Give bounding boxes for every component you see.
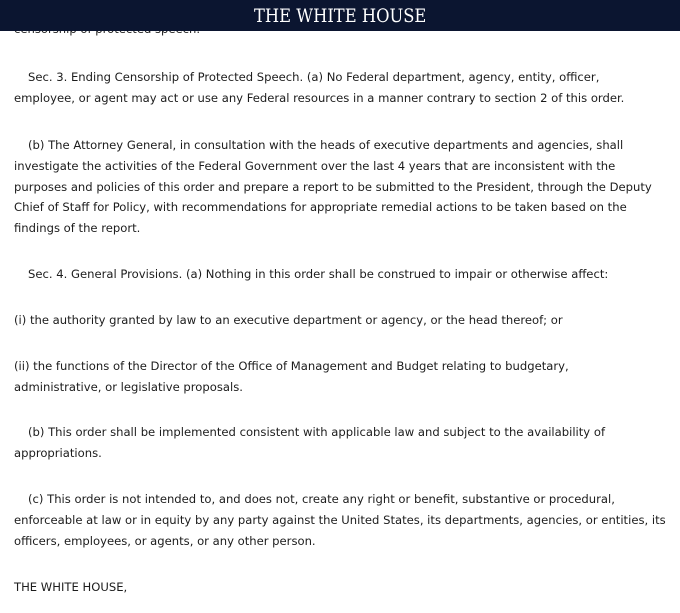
sec4-line-1: Sec. 4. General Provisions. (a) Nothing in this order shall be construed to impair or otherwise affect: (28, 267, 609, 281)
sec4ii-line-1: (ii) the functions of the Director of the Office of Management and Budget relating to budgetary, (14, 359, 569, 373)
sec4i-line-1: (i) the authority granted by law to an executive department or agency, or the head thereof; or (14, 313, 563, 327)
sec3b-line-2: investigate the activities of the Federal Government over the last 4 years that are inconsistent with the (14, 159, 616, 173)
sec3b-line-5: findings of the report. (14, 221, 141, 235)
sec4b-line-2: appropriations. (14, 446, 102, 460)
sec4c-line-3: officers, employees, or agents, or any other person. (14, 534, 316, 548)
sec4ii-line-2: administrative, or legislative proposals. (14, 380, 243, 394)
sec3b-line-3: purposes and policies of this order and prepare a report to be submitted to the President, through the Deputy (14, 180, 652, 194)
sec4c-line-1: (c) This order is not intended to, and does not, create any right or benefit, substantive or procedural, (28, 492, 615, 506)
sec3-line-2: employee, or agent may act or use any Federal resources in a manner contrary to section 2 of this order. (14, 91, 625, 105)
sec3b-line-1: (b) The Attorney General, in consultation with the heads of executive departments and agencies, shall (28, 138, 624, 152)
signature-line: THE WHITE HOUSE, (14, 580, 128, 594)
sec3-line-1: Sec. 3. Ending Censorship of Protected Speech. (a) No Federal department, agency, entity, officer, (28, 70, 600, 84)
sec3b-line-4: Chief of Staff for Policy, with recommendations for appropriate remedial actions to be taken based on the (14, 200, 627, 214)
sec4b-line-1: (b) This order shall be implemented consistent with applicable law and subject to the availability of (28, 425, 606, 439)
sec4c-line-2: enforceable at law or in equity by any party against the United States, its departments, agencies, or entities, its (14, 513, 666, 527)
site-title[interactable]: THE WHITE HOUSE (253, 5, 427, 27)
site-header (0, 0, 680, 31)
